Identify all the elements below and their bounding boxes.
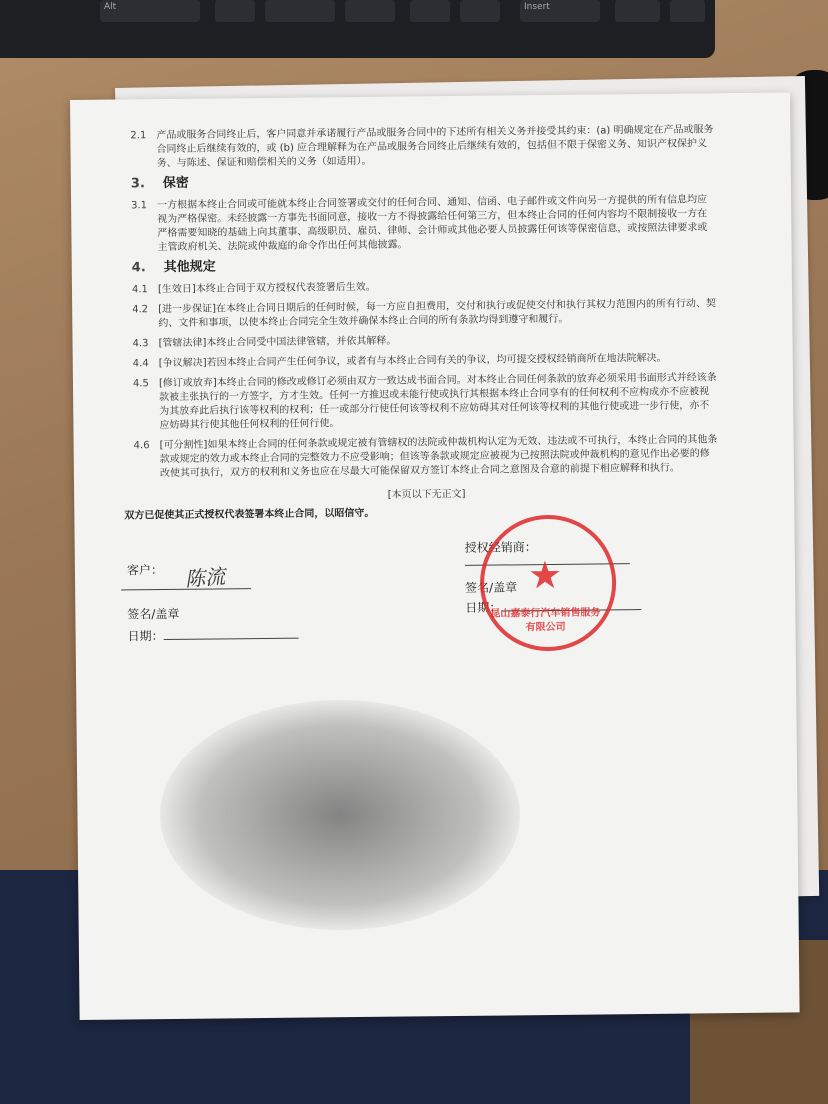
key-alt [100,0,200,22]
section-3-heading [131,171,716,191]
clause-4-3 [132,331,717,351]
dealer-label: 授权经销商： [464,540,537,555]
clause-4-1 [132,277,717,297]
date-row [128,628,299,644]
hand-shadow [160,700,520,930]
clause-number: 4.4 [132,358,149,370]
clause-text: 产品或服务合同终止后，客户同意并承诺履行产品或服务合同中的下述所有相关义务并接受其约束：(a) 明确规定在产品或服务合同终止后继续有效的，或 (b) 应合理解释为在产品或服务合同终止后继续有效的，包括但不限于保密义务、知识产权保护义务、与陈述、保证和赔偿相关的义务（如适用）。 [156,124,714,170]
handwritten-signature: 陈流 [184,564,226,592]
date-label: 日期： [127,629,164,644]
clause-text: [进一步保证]在本终止合同日期后的任何时候，每一方应自担费用，交付和执行或促使交付和执行其权力范围内的所有行动、契约、文件和事项，以使本终止合同完全生效并确保本终止合同的所有条款均得到遵守和履行。 [158,298,717,330]
clause-text: [争议解决]若因本终止合同产生任何争议，或者有与本终止合同有关的争议，均可提交授权经销商所在地法院解决。 [158,352,667,370]
section-title: 保密 [162,175,189,192]
clause-4-6 [134,433,719,481]
end-marker: [本页以下无正文] [387,488,466,501]
stamp-text: 昆山嘉泰行汽车销售服务有限公司 [490,607,601,634]
key-insert [520,0,600,22]
key [615,0,660,22]
company-seal-stamp [479,514,616,651]
clause-text: [管辖法律]本终止合同受中国法律管辖，并依其解释。 [158,335,397,350]
key-alt-label: Alt [104,2,117,12]
key [265,0,335,22]
key [345,0,395,22]
section-4-heading [132,255,717,275]
clause-4-2 [132,297,717,331]
date-line [164,638,299,640]
dealer-sign-seal-label: 签名/盖章 [465,580,518,595]
customer-label: 客户： [126,563,164,578]
key [460,0,500,22]
star-icon: ★ [527,552,563,598]
clause-text: [可分割性]如果本终止合同的任何条款或规定被有管辖权的法院或仲裁机构认定为无效、违法或不可执行，本终止合同的其他条款或规定的效力或本终止合同的完整效力不应受影响；但该等条款或规定应被视为已按照法院或仲裁机构的意见作出必要的修改使其可执行，双方的权利和义务也应在尽最大可能保留双方签订本终止合同之意图及合意的前提下相应解释和执行。 [159,434,718,480]
section-title: 其他规定 [163,259,216,276]
clause-text: [修订或放弃]本终止合同的修改或修订必须由双方一致达成书面合同。对本终止合同任何条款的放弃必须采用书面形式并经该条款被主张执行的一方签字，方才生效。任何一方推迟或未能行使或执行其根据本终止合同享有的任何权利不应构成亦不应被视为其放弃此后执行该等权利的权利；任一或部分行使任何该等权利不应妨碍其对任何该等权利的其他行使或进一步行使，亦不应妨碍其行使其他任何权利的任何行使。 [158,372,717,432]
clause-number: 2.1 [130,130,147,142]
clause-number: 4.5 [132,378,149,390]
clause-4-5 [133,371,719,433]
keyboard [0,0,715,58]
contract-content [124,123,719,644]
clause-text: [生效日]本终止合同于双方授权代表签署后生效。 [157,281,376,296]
key [410,0,450,22]
clause-number: 4.2 [132,304,149,316]
clause-number: 4.3 [132,338,149,350]
key [215,0,255,22]
closing-statement: 双方已促使其正式授权代表签署本终止合同，以昭信守。 [124,507,375,522]
clause-number: 4.1 [131,284,148,296]
section-number: 3. [130,176,145,192]
clause-4-4 [133,351,718,371]
clause-text: 一方根据本终止合同或可能就本终止合同签署或交付的任何合同、通知、信函、电子邮件或文件向另一方提供的所有信息均应视为严格保密。未经披露一方事先书面同意，接收一方不得披露给任何第三方，但本终止合同的任何内容均不限制接收一方在严格需要知晓的基础上向其董事、高级职员、雇员、律师、会计师或其他必要人员披露任何该等保密信息，或按照法律要求或主管政府机关、法院或仲裁庭的命令作出任何其他披露。 [157,194,708,254]
sign-seal-label: 签名/盖章 [127,606,180,622]
key [670,0,705,22]
clause-3-1 [131,193,717,255]
clause-number: 4.6 [133,440,150,452]
clause-2-1 [130,123,715,171]
section-number: 4. [131,260,146,276]
dealer-date-label: 日期： [465,600,502,615]
clause-number: 3.1 [131,200,148,212]
key-insert-label: Insert [524,2,550,12]
